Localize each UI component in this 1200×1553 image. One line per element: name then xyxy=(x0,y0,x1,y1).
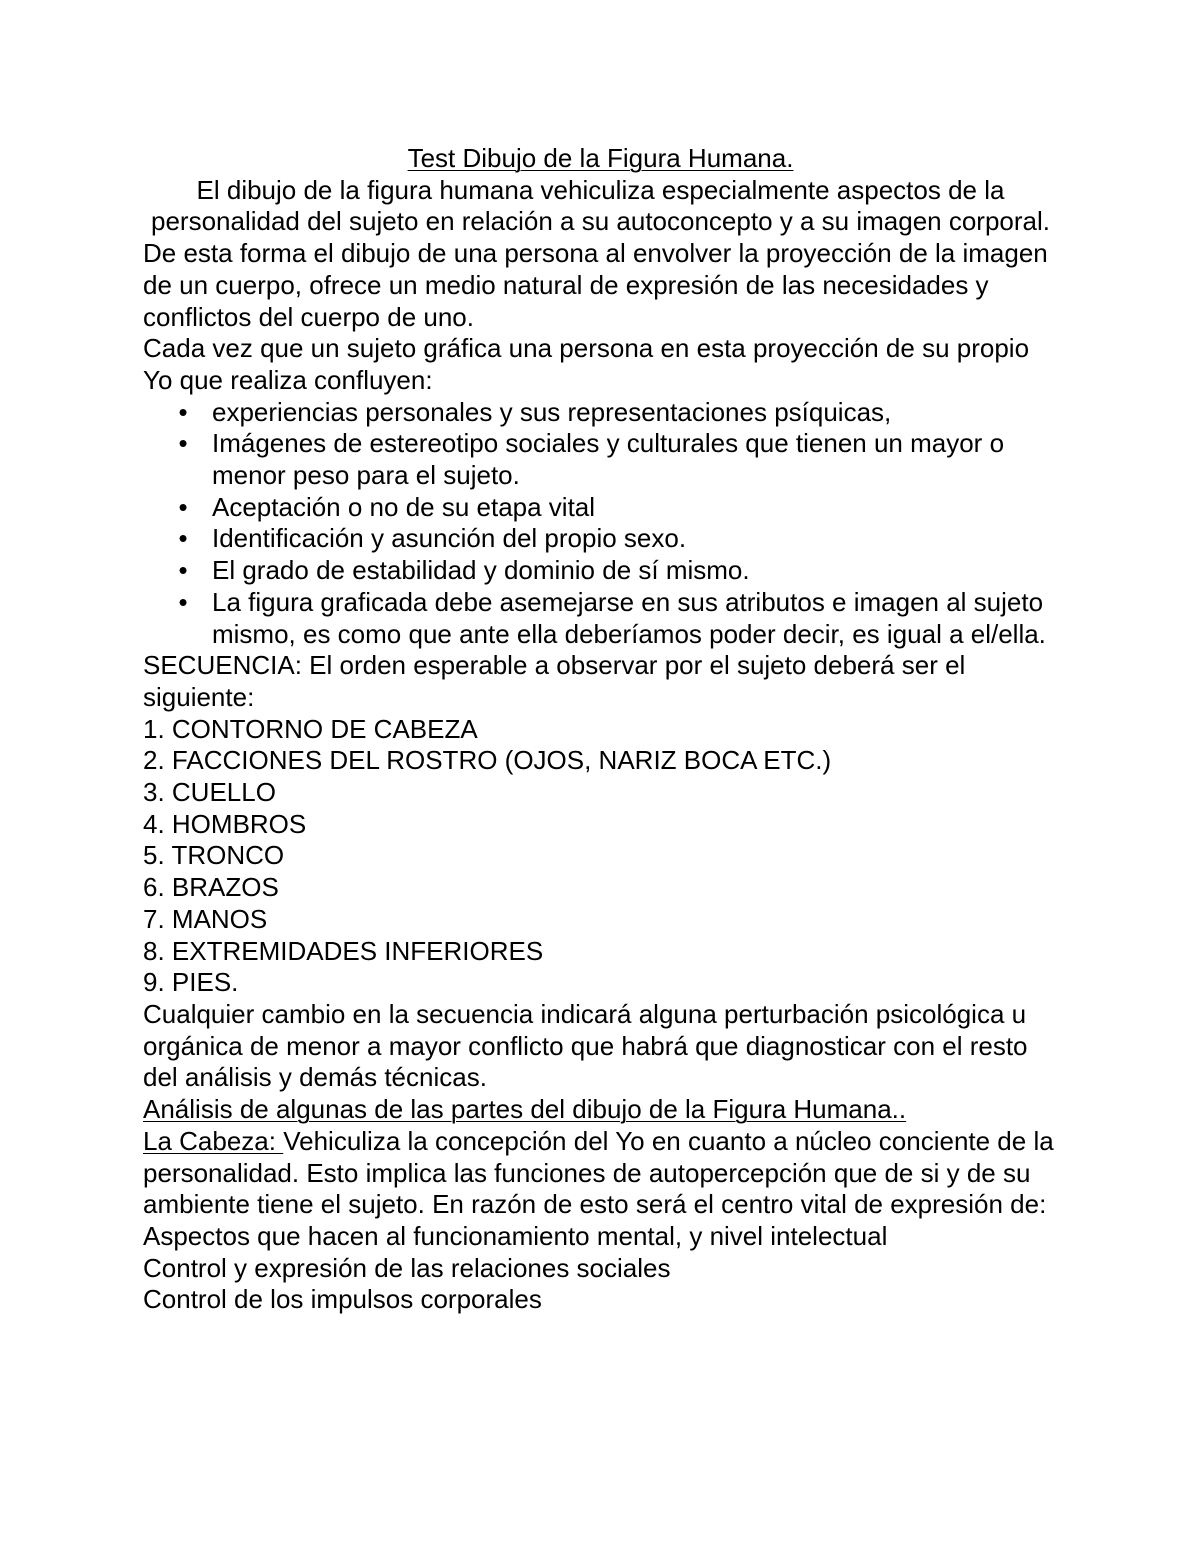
bullet-list xyxy=(143,397,1058,651)
bullet-item xyxy=(178,586,1058,650)
sequence-item: 2. FACCIONES DEL ROSTRO (OJOS, NARIZ BOCA ETC.) xyxy=(143,745,832,776)
analysis-heading: Análisis de algunas de las partes del dibujo de la Figura Humana.. xyxy=(143,1094,907,1125)
paragraph-projection: De esta forma el dibujo de una persona al envolver la proyección de la imagen de un cuerpo, ofrece un medio natural de expresión de las necesidades y conflictos del cuerpo de uno. xyxy=(143,238,1048,332)
sequence-item: 6. BRAZOS xyxy=(143,872,279,903)
document-page xyxy=(143,143,1058,1316)
bullet-glyph: • xyxy=(178,523,188,554)
sequence-item: 8. EXTREMIDADES INFERIORES xyxy=(143,935,544,966)
bullet-item xyxy=(178,523,1058,555)
bullet-glyph: • xyxy=(178,555,188,586)
bullet-text: El grado de estabilidad y dominio de sí mismo. xyxy=(212,555,750,586)
bullet-item xyxy=(178,428,1058,491)
paragraph-confluence: Cada vez que un sujeto gráfica una persona en esta proyección de su propio Yo que realiza confluyen: xyxy=(143,333,1030,395)
closing-line: Control y expresión de las relaciones sociales xyxy=(143,1252,671,1283)
closing-line: Aspectos que hacen al funcionamiento mental, y nivel intelectual xyxy=(143,1220,888,1251)
bullet-item xyxy=(178,396,1058,429)
bullet-item xyxy=(178,491,1058,524)
intro-paragraph: El dibujo de la figura humana vehiculiza especialmente aspectos de la personalidad del sujeto en relación a su autoconcepto y a su imagen corporal. xyxy=(150,174,1051,237)
bullet-glyph: • xyxy=(178,428,188,459)
head-paragraph xyxy=(143,1126,1058,1221)
bullet-glyph: • xyxy=(178,396,188,427)
sequence-item: 5. TRONCO xyxy=(143,840,285,871)
paragraph-sequence-change: Cualquier cambio en la secuencia indicará alguna perturbación psicológica u orgánica de menor a mayor conflicto que habrá que diagnosticar con el resto del análisis y demás técnicas. xyxy=(143,998,1028,1093)
bullet-text: La figura graficada debe asemejarse en sus atributos e imagen al sujeto mismo, es como que ante ella deberíamos poder decir, es igual a el/ella. xyxy=(212,586,1046,649)
document-title: Test Dibujo de la Figura Humana. xyxy=(407,143,794,173)
sequence-list xyxy=(143,714,1058,999)
sequence-item: 4. HOMBROS xyxy=(143,808,307,839)
bullet-glyph: • xyxy=(178,491,188,522)
bullet-text: Identificación y asunción del propio sexo. xyxy=(212,523,687,554)
bullet-text: Aceptación o no de su etapa vital xyxy=(212,491,596,522)
sequence-item: 9. PIES. xyxy=(143,967,239,998)
sequence-item: 3. CUELLO xyxy=(143,777,276,808)
bullet-text: experiencias personales y sus representaciones psíquicas, xyxy=(212,396,892,427)
sequence-intro: SECUENCIA: El orden esperable a observar por el sujeto deberá ser el siguiente: xyxy=(143,650,966,712)
bullet-glyph: • xyxy=(178,586,188,617)
closing-line: Control de los impulsos corporales xyxy=(143,1284,542,1315)
head-text: Vehiculiza la concepción del Yo en cuanto a núcleo conciente de la personalidad. Esto implica las funciones de autopercepción que de si y de su ambiente tiene el sujeto. En razón de esto será el centro vital de expresión de: xyxy=(143,1125,1054,1220)
bullet-item xyxy=(178,555,1058,587)
sequence-item: 1. CONTORNO DE CABEZA xyxy=(143,713,478,744)
sequence-item: 7. MANOS xyxy=(143,903,268,934)
head-label: La Cabeza: xyxy=(143,1125,284,1156)
bullet-text: Imágenes de estereotipo sociales y culturales que tienen un mayor o menor peso para el sujeto. xyxy=(212,428,1005,491)
